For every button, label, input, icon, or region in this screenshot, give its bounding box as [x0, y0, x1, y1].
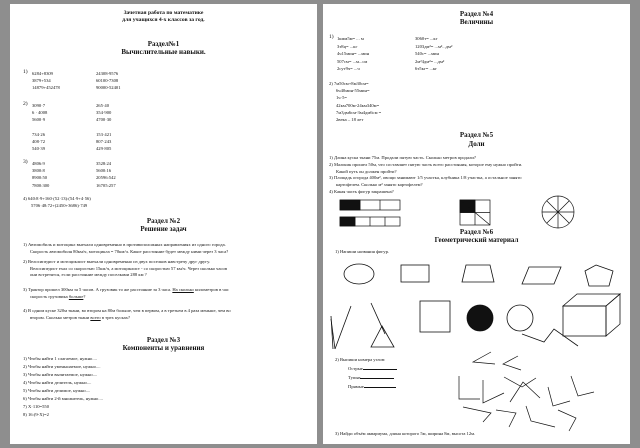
- problem-4: 4) В одном куске 320м ткани, во втором на 80м больше, чем в первом, а в третьем в 4 раза меньше, чем во втором. Сколько метров ткани всего в трех кусках?: [23, 308, 231, 320]
- list-item: 3) Чтобы найти вычитаемое, нужно....: [23, 372, 98, 377]
- square-shape: [420, 301, 450, 332]
- list-item: 2) Чтобы найти уменьшаемое, нужно....: [23, 364, 101, 369]
- expression-column: 3090·7 6 · 4008 5600·9 734·26 408·72 540·39: [32, 103, 48, 152]
- line-segment: [335, 306, 351, 349]
- section6-subheading: Геометрический материал: [434, 236, 519, 244]
- section3-heading: Раздел №3: [146, 336, 181, 344]
- geometry-item1: 1) Напиши названия фигур.: [335, 249, 390, 254]
- section2-subheading: Решение задач: [140, 225, 187, 233]
- section5-subheading: Доли: [468, 140, 485, 148]
- line-segment: [371, 303, 385, 334]
- item-label: 1): [329, 34, 334, 40]
- expression-column: 4806:9 3800:8 8900:50 7800:300: [32, 161, 50, 188]
- list-item: 6) Чтобы найти 2-й множитель, нужно....: [23, 396, 103, 401]
- item-label: 2): [23, 101, 28, 107]
- geometry-item3: 3) Найди объём аквариума, длина которого 5м, ширина 8м, высота 12м.: [335, 431, 476, 436]
- rectangle-shape: [401, 265, 429, 282]
- filled-circle-shape: [467, 305, 493, 331]
- section6-heading: Раздел №6: [459, 228, 494, 236]
- item-label: 1): [23, 69, 28, 75]
- problem-2: 2) Велосипедист и мотоциклист выехали одновременно из двух поселков навстречу друг другу. Велосипедист ехал со скоростью 15км/ч, а мотоциклист - со скоростью 57 км/ч. Через сколько часов они встретятся, если расстояние между поселками 288 км ?: [23, 259, 228, 278]
- parallelogram-shape: [522, 267, 561, 284]
- worksheet-page-left: [10, 4, 317, 444]
- list-item: 5) Чтобы найти делимое, нужно....: [23, 388, 91, 393]
- units-column: 3060т= ...кг 1203дм²= ...м²...дм² 540с= ...мин 2м²4дм²= ...дм² 6т5кг= ...кг: [415, 36, 453, 72]
- section4-subheading: Величины: [459, 18, 494, 26]
- units-column: 1кмм5м= ... м 3т8ц= ...кг 4ч15мин= ...мин 507см= ...м...см 2сут9ч= ...ч: [337, 36, 370, 72]
- expression-column: 24308-9576 60100-7308 90000-52401: [96, 71, 121, 90]
- cube-shape: [563, 294, 620, 336]
- expression-column: 3528:24 5600:16 20596:542 16705:257: [96, 161, 116, 188]
- list-item: 1) Чтобы найти 1 слагаемое, нужно....: [23, 356, 97, 361]
- item-label: 3): [23, 159, 28, 165]
- pentagon-shape: [585, 265, 613, 286]
- list-item: 7) Х·110=550: [23, 404, 50, 409]
- problem-3: 3) Трактор прошел 300км за 5 часов. А грузовик то же расстояние за 3 часа. На сколько километров в час скорость грузовика больше?: [23, 287, 229, 299]
- expression-column: 6284+8309 3879+534 14879+452478: [32, 71, 60, 90]
- angles-set: [459, 352, 594, 431]
- circle-shape: [507, 305, 533, 331]
- problem-1: 1) Автомобиль и мотоцикл выехали одновременно в противоположных направлениях из одного города. Скорость автомобиля 80км/ч, мотоцикла = 70км/ч. Какое расстояние будет между ними через 3 часа?: [23, 242, 229, 254]
- list-item: 4) Чтобы найти делитель, нужно....: [23, 380, 92, 385]
- section1-heading: Раздел№1: [147, 40, 180, 48]
- section4-heading: Раздел №4: [459, 10, 494, 18]
- list-item: 8) 16:(9-Х)=2: [23, 412, 49, 417]
- section2-heading: Раздел №2: [146, 217, 181, 225]
- worksheet-title-line2: для учащихся 4-х классов за год.: [122, 17, 205, 23]
- units-item2: 2) 7м50см+8м30см= 6ч40мин-55мин= 1ч·5= 42км700м-24км340м= 7м3дм6см-3м4дм6см = 2века – 18 лет: [329, 81, 382, 123]
- zigzag-line: [522, 329, 578, 346]
- expression-item4: 4) 640:8·9+160·(52·13):(54·9+4·56) 5706·48:72+(2450+3686)·749: [23, 196, 91, 208]
- section1-subheading: Вычислительные навыки.: [121, 48, 206, 56]
- components-list: [23, 355, 103, 419]
- worksheet-title-line1: Зачетная работа по математике: [123, 10, 204, 16]
- section3-subheading: Компоненты и уравнения: [122, 344, 205, 352]
- angles-question: 2) Выпиши номера углов: Острые Тупые Прямые: [335, 355, 397, 391]
- worksheet-page-right: [323, 4, 630, 444]
- trapezoid-shape: [462, 265, 494, 282]
- oval-shape: [344, 264, 374, 284]
- section5-heading: Раздел №5: [459, 131, 494, 139]
- fractions-problems: 1) Длина куска ткани 75м. Продали пятую часть. Сколько метров продали? 2) Мальчик прошел 50м, что составляет пятую часть всего расстояния, которое ему нужно пройти. Какой путь он должен пройти? 3) Площадь огорода 400м², овощи занимают 1/5 участка, клубника 1/8 участка, а остальное занято картофелем. Сколько м² занято картофелем? 4) Какая часть фигур закрашена?: [329, 155, 523, 194]
- expression-column: 265·40 354·900 4700·30 153·421 807·243 429·805: [96, 103, 112, 152]
